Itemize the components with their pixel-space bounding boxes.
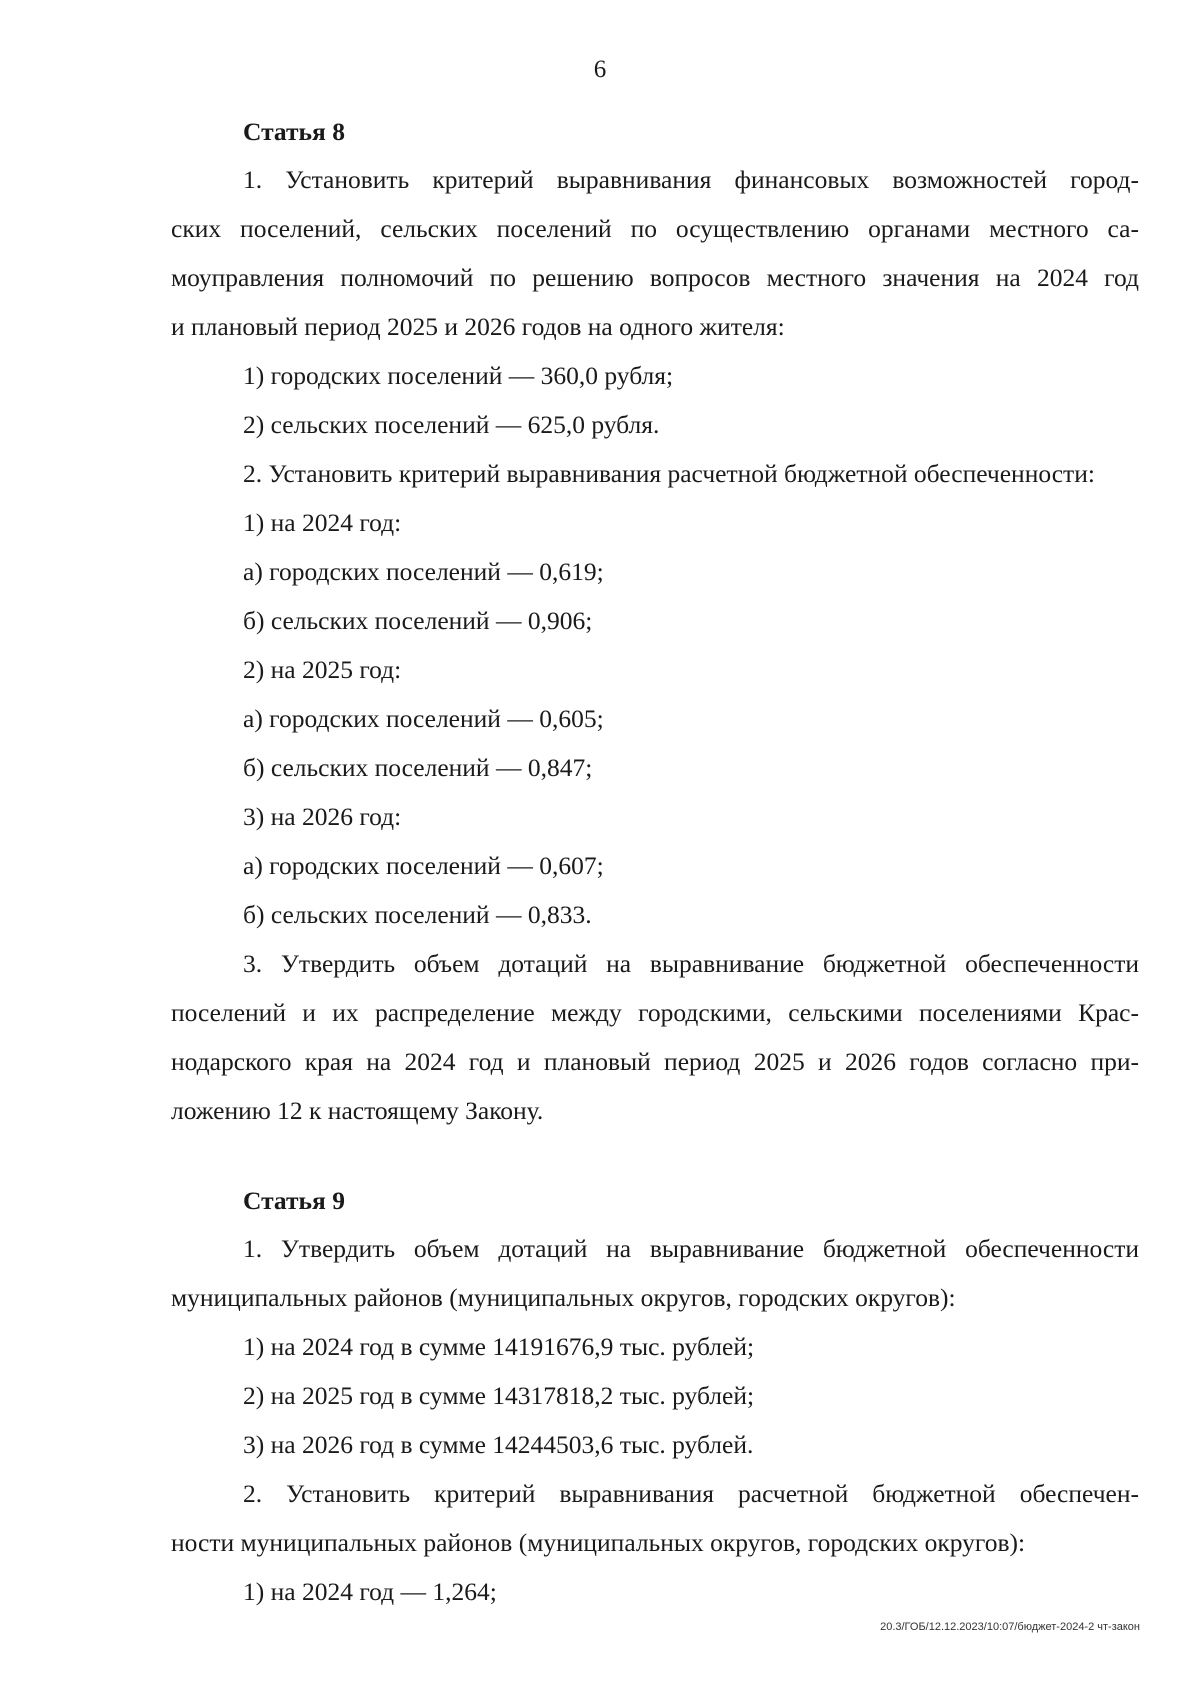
article-spacer bbox=[171, 1135, 1139, 1177]
article-8-paragraph-2: 2. Установить критерий выравнивания расчетной бюджетной обеспеченности: bbox=[243, 459, 1095, 488]
article-8-item-rural: 2) сельских поселений — 625,0 рубля. bbox=[243, 410, 660, 439]
footer-document-code: 20.3/ГОБ/12.12.2023/10:07/бюджет-2024-2 чт-закон bbox=[880, 1621, 1140, 1633]
article-8-paragraph-3-line-1: 3. Утвердить объем дотаций на выравнивание бюджетной обеспеченности bbox=[243, 949, 1139, 978]
list-item: 1) на 2024 год в сумме 14191676,9 тыс. рублей; bbox=[243, 1332, 755, 1361]
list-item: а) городских поселений — 0,607; bbox=[243, 851, 604, 880]
article-9-heading: Статья 9 bbox=[243, 1186, 345, 1215]
list-item: 1) на 2024 год — 1,264; bbox=[243, 1577, 497, 1606]
document-body bbox=[171, 108, 1139, 1616]
list-item: б) сельских поселений — 0,906; bbox=[243, 606, 593, 635]
article-8-paragraph-3-line-2: поселений и их распределение между городскими, сельскими поселениями Крас- bbox=[171, 998, 1139, 1027]
list-item: 3) на 2026 год в сумме 14244503,6 тыс. рублей. bbox=[243, 1430, 754, 1459]
article-8-paragraph-3-line-4: ложению 12 к настоящему Закону. bbox=[171, 1096, 544, 1125]
list-item: а) городских поселений — 0,619; bbox=[243, 557, 604, 586]
article-8-paragraph-1-line-3: моуправления полномочий по решению вопросов местного значения на 2024 год bbox=[171, 263, 1139, 292]
list-item: 3) на 2026 год: bbox=[243, 802, 402, 831]
article-8-heading: Статья 8 bbox=[243, 117, 345, 146]
page-number: 6 bbox=[593, 56, 607, 83]
list-item: б) сельских поселений — 0,847; bbox=[243, 753, 593, 782]
article-8-paragraph-3-line-3: нодарского края на 2024 год и плановый период 2025 и 2026 годов согласно при- bbox=[171, 1047, 1139, 1076]
article-8-item-urban: 1) городских поселений — 360,0 рубля; bbox=[243, 361, 674, 390]
article-8-paragraph-1-line-1: 1. Установить критерий выравнивания финансовых возможностей город- bbox=[243, 165, 1139, 194]
article-9-paragraph-2-line-1: 2. Установить критерий выравнивания расчетной бюджетной обеспечен- bbox=[243, 1479, 1139, 1508]
article-9-paragraph-2-line-2: ности муниципальных районов (муниципальных округов, городских округов): bbox=[171, 1528, 1026, 1557]
article-8-paragraph-1-line-4: и плановый период 2025 и 2026 годов на одного жителя: bbox=[171, 312, 785, 341]
article-9-paragraph-1-line-2: муниципальных районов (муниципальных округов, городских округов): bbox=[171, 1283, 956, 1312]
list-item: а) городских поселений — 0,605; bbox=[243, 704, 604, 733]
article-8-paragraph-1-line-2: ских поселений, сельских поселений по осуществлению органами местного са- bbox=[171, 214, 1139, 243]
list-item: 2) на 2025 год: bbox=[243, 655, 402, 684]
list-item: б) сельских поселений — 0,833. bbox=[243, 900, 592, 929]
list-item: 1) на 2024 год: bbox=[243, 508, 402, 537]
list-item: 2) на 2025 год в сумме 14317818,2 тыс. рублей; bbox=[243, 1381, 755, 1410]
article-9-paragraph-1-line-1: 1. Утвердить объем дотаций на выравнивание бюджетной обеспеченности bbox=[243, 1234, 1139, 1263]
